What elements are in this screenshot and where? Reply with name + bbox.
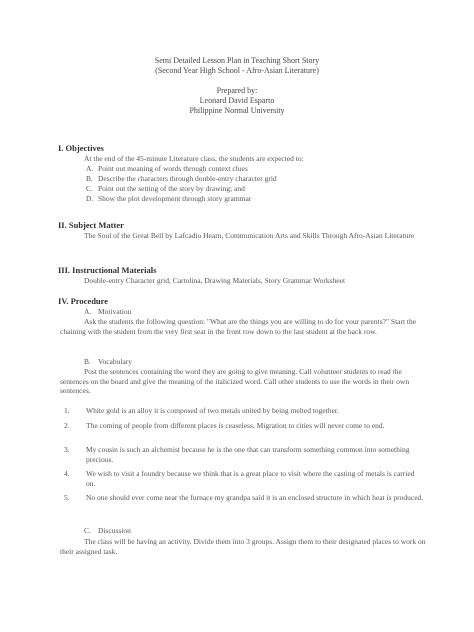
materials-heading: III. Instructional Materials (58, 265, 157, 275)
procedure-heading: IV. Procedure (58, 296, 109, 306)
vocabulary-sentence (64, 469, 424, 488)
discussion-label: C. (84, 526, 91, 535)
objective-item (86, 184, 245, 194)
sentence-text: No one should ever come near the furnace my grandpa said it is an enclosed structure in which heat is produced. (86, 493, 424, 502)
objective-label: C. (86, 184, 93, 193)
motivation-text: Ask the students the following question: "What are the things you are willing to do for your parents?" Start the chaining with the student from the very first seat in the front row down to the last student at the back row. (60, 317, 417, 336)
vocabulary-sentence (64, 493, 424, 503)
objective-text: Point out the setting of the story by drawing; and (98, 184, 245, 193)
discussion-title: Discussion (98, 526, 131, 535)
sentence-text: We wish to visit a foundry because we think that is a great place to visit where the casting of metals is carried on. (86, 469, 415, 488)
objective-text: Point out meaning of words through context clues (98, 164, 248, 173)
objective-label: A. (86, 164, 94, 173)
subject-matter-text: The Soul of the Great Bell by Lafcadio Hearn, Communication Arts and Skills Through Afro-Asian Literature (84, 231, 415, 240)
motivation-label: A. (84, 307, 92, 316)
subject-matter-heading: II. Subject Matter (58, 220, 124, 230)
school-name: Philippine Normal University (189, 106, 285, 115)
objectives-heading: I. Objectives (58, 143, 104, 153)
objective-text: Describe the characters through double-entry character grid (98, 174, 277, 183)
document-subtitle: (Second Year High School - Afro-Asian Literature) (155, 66, 319, 75)
objective-item (86, 194, 251, 204)
discussion-text: The class will be having an activity. Divide them into 3 groups. Assign them to their designated places to work on their assigned task. (60, 537, 426, 556)
sentence-number: 3. (64, 445, 70, 454)
prepared-by-label: Prepared by: (216, 86, 258, 95)
objective-label: D. (86, 194, 94, 203)
vocabulary-title: Vocabulary (98, 357, 133, 366)
sentence-text: My cousin is such an alchemist because he is the one that can transform something common into something precious. (86, 445, 410, 464)
discussion-heading (84, 526, 131, 535)
vocabulary-sentence (64, 445, 424, 464)
sentence-text: The coming of people from different places is ceaseless. Migration to cities will never come to end. (86, 421, 385, 430)
vocabulary-sentence (64, 421, 424, 431)
vocabulary-text: Post the sentences containing the word they are going to give meaning. Call volunteer students to read the sentences on the board and give the meaning of the italicized word. Call other students to use the words in their own sentences. (60, 367, 410, 395)
materials-text: Double-entry Character grid, Cartolina, Drawing Materials, Story Grammar Worksheet (84, 276, 346, 285)
vocabulary-label: B. (84, 357, 91, 366)
sentence-number: 4. (64, 469, 70, 478)
sentence-text: White gold is an alloy it is composed of two metals united by being melted together. (86, 406, 339, 415)
sentence-number: 1. (64, 406, 70, 415)
vocabulary-heading (84, 357, 132, 366)
vocabulary-sentence (64, 406, 424, 416)
motivation-heading (84, 307, 131, 316)
document-title: Semi Detailed Lesson Plan in Teaching Short Story (154, 56, 320, 65)
objectives-intro: At the end of the 45-minute Literature class, the students are expected to: (84, 154, 304, 163)
objective-item (86, 174, 277, 184)
objective-item (86, 164, 248, 174)
objective-text: Show the plot development through story grammar (98, 194, 252, 203)
sentence-number: 2. (64, 421, 70, 430)
author-name: Leonard David Esparto (199, 96, 275, 105)
sentence-number: 5. (64, 493, 70, 502)
motivation-title: Motivation (98, 307, 132, 316)
objective-label: B. (86, 174, 93, 183)
